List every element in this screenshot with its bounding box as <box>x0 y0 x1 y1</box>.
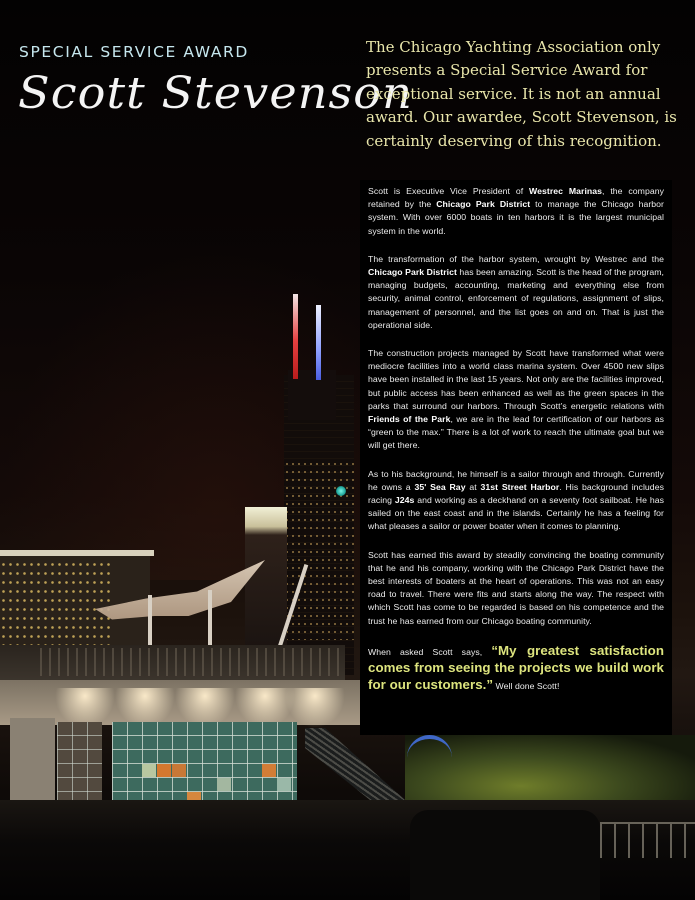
light-pane <box>142 764 156 777</box>
pull-quote: “My greatest satisfaction comes from seeing the projects we build work for our customers.” <box>368 642 664 692</box>
article-paragraph-4 <box>360 468 672 534</box>
boat-silhouette <box>410 810 600 900</box>
article-paragraph-5: Scott has earned this award by steadily convincing the boating community that he and his company, working with the Chicago Park District have the best interests of boaters at the heart of operations. This was not an easy road to travel. There were fits and starts along the way. The respect with which Scott has come to be regarded is based on his competence and the trust he has earned from our Chicago boating community. <box>368 549 664 626</box>
dock-railing <box>600 822 695 858</box>
glass-panel-left <box>57 722 102 812</box>
article-paragraph-1 <box>360 185 672 238</box>
hotel-roof <box>0 550 154 556</box>
j24s: J24s <box>394 495 415 506</box>
article-paragraph-2 <box>360 253 672 332</box>
text: As to his background, he himself is a sailor through and through. Currently he owns a <box>368 468 664 492</box>
orange-pane <box>157 764 171 777</box>
text: The transformation of the harbor system, wrought by Westrec and the <box>368 253 664 264</box>
sea-ray-boat: 35' Sea Ray <box>414 481 466 492</box>
text: Scott is Executive Vice President of <box>368 186 530 196</box>
text: at <box>465 481 481 492</box>
orange-pane <box>172 764 186 777</box>
text: When asked Scott says, <box>368 646 492 657</box>
intro-paragraph: The Chicago Yachting Association only presents a Special Service Award for exceptional service. It is not an annual award. Our awardee, Scott Stevenson, is certainly deserving of this recognition. <box>366 38 677 150</box>
canopy-mast <box>208 590 212 650</box>
canopy-mast <box>148 595 152 650</box>
light-pane <box>277 778 291 791</box>
orange-pane <box>262 764 276 777</box>
pavilion-wall <box>10 718 55 813</box>
awardee-name: Scott Stevenson <box>18 68 413 119</box>
article-panel <box>360 180 672 735</box>
beacon-light <box>336 486 346 496</box>
friends-of-the-park: Friends of the Park <box>368 414 451 425</box>
article-paragraph-3 <box>360 347 672 453</box>
red-antenna <box>293 294 298 379</box>
blue-antenna <box>316 305 321 380</box>
chicago-park-district: Chicago Park District <box>436 199 531 210</box>
text: to manage the Chicago harbor system. With over 6000 boats in ten harbors it is the largest municipal system in the world. <box>368 199 664 236</box>
text: and working as a deckhand on a seventy foot sailboat. He has sailed on the east coast and in the islands. Certainly he has a feeling for what pleases a sailor or power boater when it comes to planning. <box>368 495 664 532</box>
chicago-park-district: Chicago Park District <box>368 267 457 278</box>
lit-building <box>245 507 287 647</box>
text: , the company retained by the <box>368 186 664 210</box>
text: The construction projects managed by Scott have transformed what were mediocre facilities into a world class marina system. Over 4500 new slips have been installed in the last 15 years. Not only are the facilities improved, but public access has been enhanced as well as the green spaces in the parks that surround our harbors. Through Scott’s energetic relations with <box>368 348 664 411</box>
deck-railing <box>40 648 340 676</box>
text: Well done Scott! <box>493 680 560 691</box>
31st-street-harbor: 31st Street Harbor <box>480 481 560 492</box>
text: . His background includes racing <box>368 481 664 506</box>
westrec-marinas: Westrec Marinas <box>529 186 603 196</box>
text: , we are in the lead for certification of our harbors as “green to the max.” There is a lot of work to reach the ultimate goal but we will get there. <box>368 414 665 451</box>
award-kicker: SPECIAL SERVICE AWARD <box>19 43 249 61</box>
text: has been amazing. Scott is the head of the program, managing budgets, accounting, marketing and everything else from security, animal control, enforcement of regulations, assignment of slips, management of personnel, and the list goes on and on. That is just the operational side. <box>368 267 664 330</box>
light-pane <box>217 778 231 791</box>
article-paragraph-6 <box>360 643 672 694</box>
